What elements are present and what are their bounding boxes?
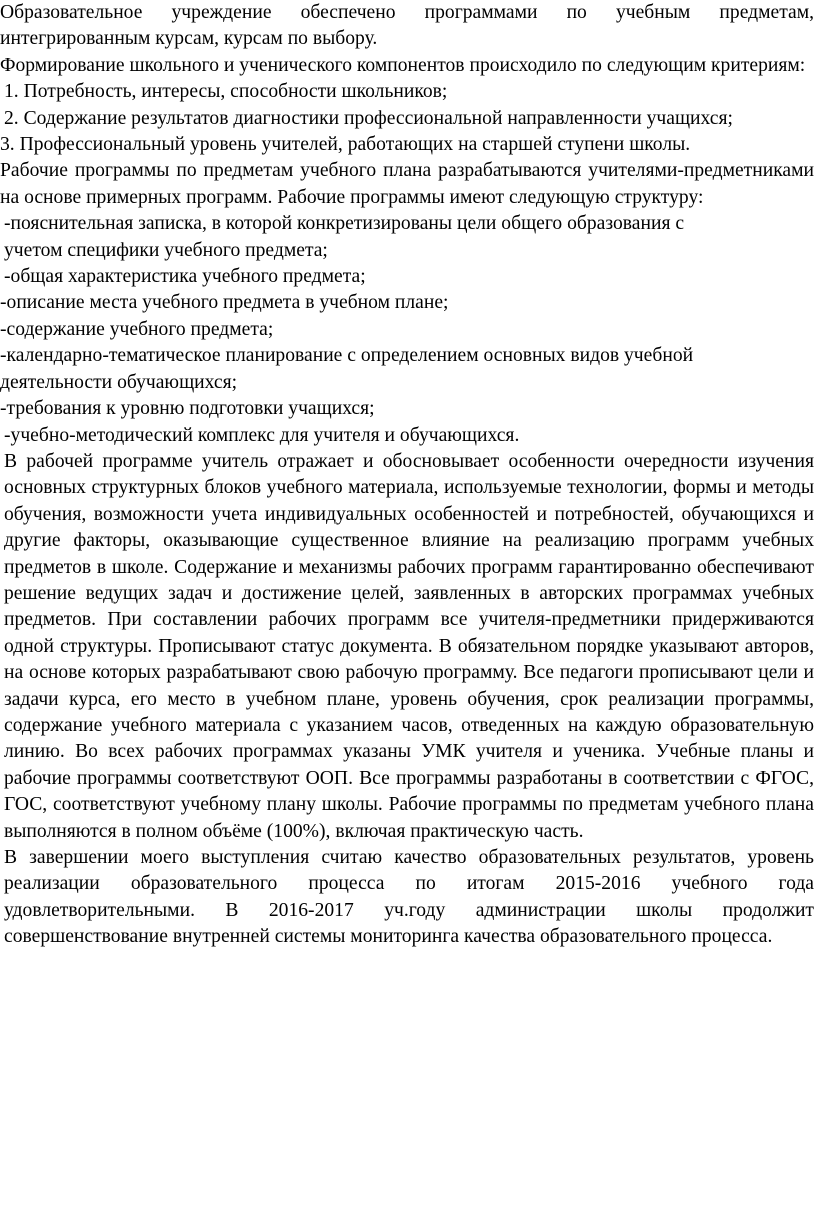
structure-item-methodical-complex: -учебно-методический комплекс для учителя и обучающихся.: [4, 424, 520, 446]
conclusion-paragraph: В завершении моего выступления считаю качество образовательных результатов, уровень реализации образовательного процесса по итогам 2015-2016 учебного года удовлетворительными. В 2016-2017 уч.году администрации школы продолжит совершенствование внутренней системы мониторинга качества образовательного процесса.: [4, 847, 814, 948]
structure-item-explanatory-note: -пояснительная записка, в которой конкретизированы цели общего образования с учетом специфики учебного предмета;: [4, 213, 685, 261]
criteria-item-1: 1. Потребность, интересы, способности школьников;: [4, 81, 448, 103]
structure-item-general-characteristics: -общая характеристика учебного предмета;: [4, 266, 366, 288]
structure-item-thematic-planning: -календарно-тематическое планирование с определением основных видов учебной деятельности обучающихся;: [0, 345, 694, 393]
structure-item-subject-content: -содержание учебного предмета;: [0, 318, 274, 340]
main-paragraph: В рабочей программе учитель отражает и обосновывает особенности очередности изучения основных структурных блоков учебного материала, используемые технологии, формы и методы обучения, возможности учета индивидуальных особенностей и потребностей, обучающихся и другие факторы, оказывающие существенное влияние на реализацию программ учебных предметов в школе. Содержание и механизмы рабочих программ гарантированно обеспечивают решение ведущих задач и достижение целей, заявленных в авторских программах учебных предметов. При составлении рабочих программ все учителя-предметники придерживаются одной структуры. Прописывают статус документа. В обязательном порядке указывают авторов, на основе которых разрабатывают свою рабочую программу. Все педагоги прописывают цели и задачи курса, его место в учебном плане, уровень обучения, срок реализации программы, содержание учебного материала с указанием часов, отведенных на каждую образовательную линию. Во всех рабочих программах указаны УМК учителя и ученика. Учебные планы и рабочие программы соответствуют ООП. Все программы разработаны в соответствии с ФГОС, ГОС, соответствуют учебному плану школы. Рабочие программы по предметам учебного плана выполняются в полном объёме (100%), включая практическую часть.: [4, 450, 814, 842]
criteria-item-3: 3. Профессиональный уровень учителей, работающих на старшей ступени школы.: [0, 134, 691, 156]
criteria-item-2: 2. Содержание результатов диагностики профессиональной направленности учащихся;: [4, 107, 733, 129]
structure-item-subject-place: -описание места учебного предмета в учебном плане;: [0, 292, 449, 314]
structure-item-requirements: -требования к уровню подготовки учащихся;: [0, 398, 375, 420]
criteria-intro-paragraph: Формирование школьного и ученического компонентов происходило по следующим критериям:: [0, 54, 806, 76]
structure-intro-paragraph: Рабочие программы по предметам учебного плана разрабатываются учителями-предметниками на основе примерных программ. Рабочие программы имеют следующую структуру:: [0, 160, 814, 208]
intro-paragraph: Образовательное учреждение обеспечено программами по учебным предметам, интегрированным курсам, курсам по выбору.: [0, 2, 814, 50]
